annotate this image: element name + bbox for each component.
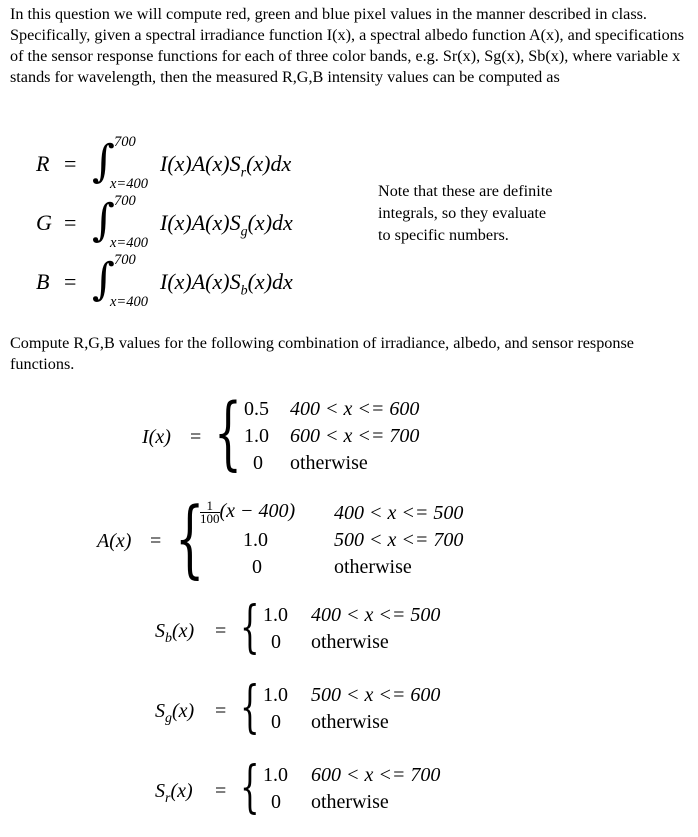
equals-sign: =	[190, 426, 202, 448]
irradiance-value: 0.5	[244, 398, 269, 420]
equals-sign: =	[150, 530, 162, 552]
sensor-value: 1.0	[263, 684, 288, 706]
upper-limit: 700	[114, 134, 136, 150]
albedo-value: 0	[252, 556, 262, 578]
sensor-condition: 400 < x <= 500	[311, 604, 441, 626]
integral-sign: ∫	[92, 136, 115, 187]
sensor-value: 1.0	[263, 764, 288, 786]
irradiance-condition: 400 < x <= 600	[290, 398, 420, 420]
integral-sign: ∫	[92, 195, 115, 246]
lhs-R: R	[36, 151, 50, 176]
sensor-value: 0	[271, 631, 281, 653]
lower-limit: x=400	[110, 176, 148, 192]
lhs-G: G	[36, 210, 52, 235]
lower-limit: x=400	[110, 294, 148, 310]
irradiance-condition: 600 < x <= 700	[290, 425, 420, 447]
irradiance-condition: otherwise	[290, 452, 368, 474]
irradiance-lhs: I(x)	[142, 426, 171, 448]
lower-limit: x=400	[110, 235, 148, 251]
sensor-condition: otherwise	[311, 711, 389, 733]
albedo-condition: 500 < x <= 700	[334, 529, 464, 551]
left-brace: {	[214, 386, 242, 479]
sensor-value: 1.0	[263, 604, 288, 626]
upper-limit: 700	[114, 252, 136, 268]
albedo-lhs: A(x)	[97, 530, 132, 552]
equals-sign: =	[64, 151, 77, 176]
sensor-value: 0	[271, 711, 281, 733]
integrand: $I(x)A(x)S_b(x)dx$	[160, 269, 293, 299]
equals-sign: =	[215, 620, 227, 642]
note	[378, 180, 552, 246]
lhs-B: B	[36, 269, 50, 294]
sensor-condition: otherwise	[311, 631, 389, 653]
sensor-value: 0	[271, 791, 281, 813]
integrand: $I(x)A(x)S_g(x)dx$	[160, 210, 293, 240]
albedo-linear-term: $\frac{1}{100}$ (x − 400)	[200, 498, 296, 526]
irradiance-value: 0	[253, 452, 263, 474]
left-brace: {	[175, 489, 205, 587]
note-line: Note that these are definite	[378, 182, 553, 200]
note-line: to specific numbers.	[378, 226, 509, 244]
sensor-lhs: $S_g(x)$	[155, 700, 195, 726]
sensor-condition: otherwise	[311, 791, 389, 813]
equals-sign: =	[64, 269, 77, 294]
integrand: $I(x)A(x)S_r(x)dx$	[160, 151, 292, 181]
sensor-lhs: $S_b(x)$	[155, 620, 195, 646]
left-brace: {	[240, 675, 260, 740]
sensor-lhs: $S_r(x)$	[155, 780, 193, 806]
integral-sign: ∫	[92, 254, 115, 305]
upper-limit: 700	[114, 193, 136, 209]
albedo-value: 1.0	[243, 529, 268, 551]
compute-paragraph: Compute R,G,B values for the following combination of irradiance, albedo, and sensor response functions.	[10, 334, 634, 373]
irradiance-value: 1.0	[244, 425, 269, 447]
sensor-condition: 600 < x <= 700	[311, 764, 441, 786]
left-brace: {	[240, 755, 260, 820]
sensor-condition: 500 < x <= 600	[311, 684, 441, 706]
equals-sign: =	[215, 780, 227, 802]
albedo-condition: 400 < x <= 500	[334, 502, 464, 524]
albedo-condition: otherwise	[334, 556, 412, 578]
left-brace: {	[240, 595, 260, 660]
equals-sign: =	[215, 700, 227, 722]
note-line: integrals, so they evaluate	[378, 204, 547, 222]
equals-sign: =	[64, 210, 77, 235]
intro-paragraph: In this question we will compute red, green and blue pixel values in the manner described in class. Specifically, given a spectral irradiance function I(x), a spectral albedo function A(x), and specifications of the sensor response functions for each of three color bands, e.g. Sr(x), Sg(x), Sb(x), where variable x stands for wavelength, then the measured R,G,B intensity values can be computed as	[10, 5, 685, 86]
